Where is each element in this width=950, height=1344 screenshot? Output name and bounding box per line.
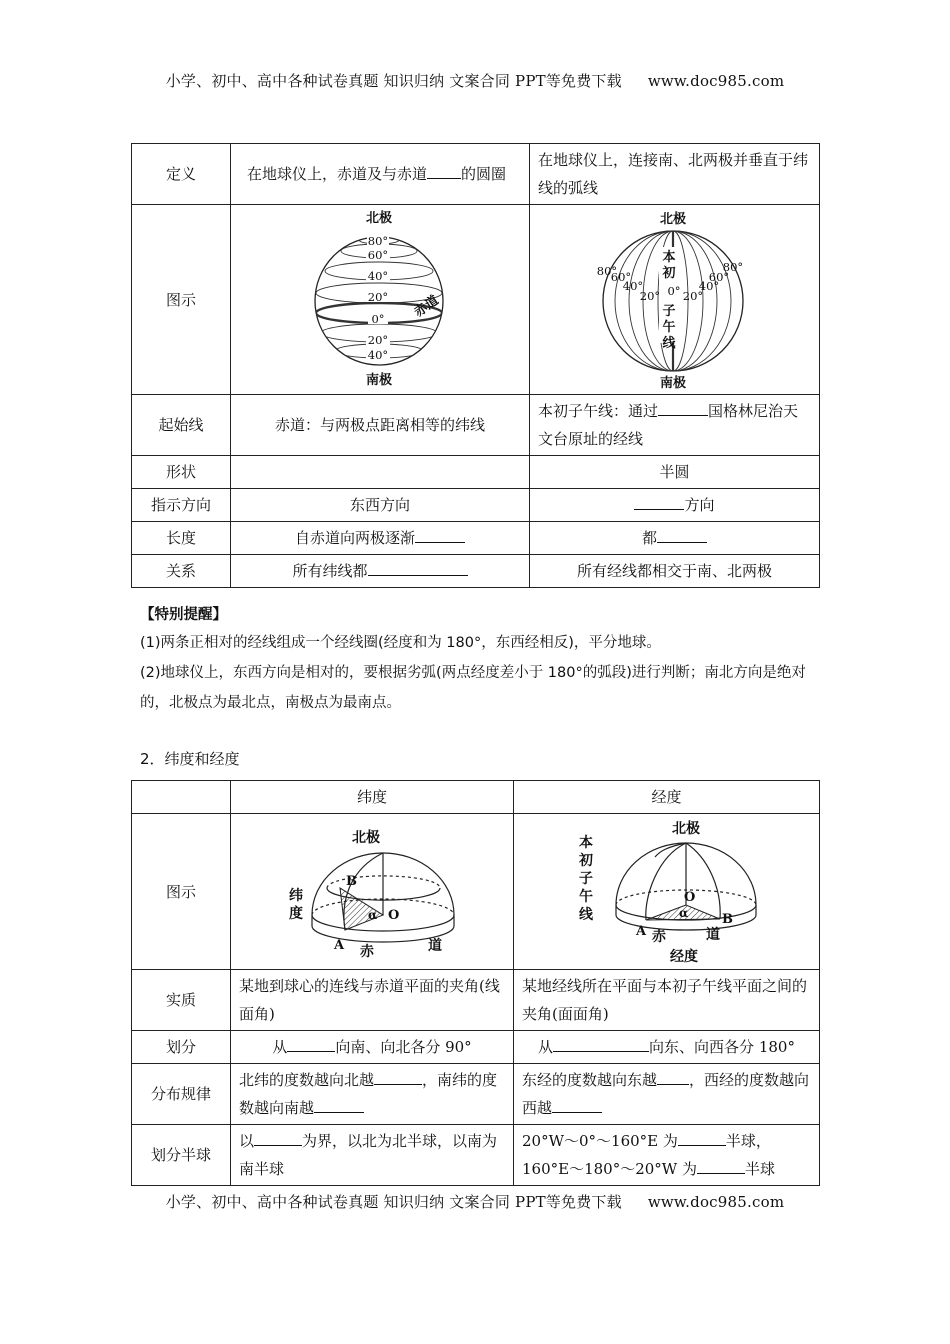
text: 北纬的度数越向北越: [239, 1071, 375, 1089]
answer-blank[interactable]: [427, 162, 461, 179]
point-o-label: O: [388, 907, 400, 923]
row-label: 划分半球: [132, 1125, 231, 1186]
text: 向南、向北各分 90°: [335, 1038, 472, 1056]
answer-blank[interactable]: [314, 1096, 364, 1113]
cell: [132, 781, 231, 814]
answer-blank[interactable]: [552, 1096, 602, 1113]
longitude-lines-globe-figure: [595, 209, 755, 391]
lon-20w-label: 20°: [639, 288, 660, 303]
column-header-latitude: 纬度: [231, 781, 514, 814]
cell: [231, 555, 530, 588]
lat-80-label: 80°: [367, 233, 389, 248]
lon-40w-label: 40°: [622, 278, 643, 293]
row-label: 实质: [132, 970, 231, 1031]
table-row: [132, 489, 820, 522]
lat-20n-label: 20°: [367, 289, 389, 304]
lon-80w-label: 80°: [596, 263, 617, 278]
answer-blank[interactable]: [657, 1068, 689, 1085]
cell: [530, 489, 820, 522]
longitude-bottom-label: 经度: [669, 948, 698, 965]
text: 向东、向西各分 180°: [649, 1038, 795, 1056]
cell: [231, 814, 514, 970]
text: 所有纬线都: [292, 562, 368, 580]
table-row: [132, 814, 820, 970]
special-reminder-title: 【特别提醒】: [140, 607, 227, 623]
text: 160°E～180°～20°W 为: [522, 1160, 697, 1178]
text: 以: [239, 1132, 255, 1150]
lat-20s-label: 20°: [367, 332, 389, 347]
answer-blank[interactable]: [658, 399, 708, 416]
table-row: [132, 205, 820, 395]
lat-40n-label: 40°: [367, 268, 389, 283]
cell: [514, 814, 820, 970]
text: 的圆圈: [461, 165, 507, 183]
prime-char: 初: [661, 265, 676, 281]
header-text: 小学、初中、高中各种试卷真题 知识归纳 文案合同 PPT等免费下载: [165, 72, 622, 90]
text: 从: [538, 1038, 554, 1056]
latitude-longitude-line-table: [131, 143, 820, 588]
cell: [530, 522, 820, 555]
cell: [231, 144, 530, 205]
cell: 东西方向: [231, 489, 530, 522]
prime-meridian-side-label: 本初子午线: [578, 834, 593, 923]
text: 半球: [744, 1160, 775, 1178]
answer-blank[interactable]: [374, 1068, 422, 1085]
equator-char-2: 道: [428, 937, 442, 954]
answer-blank[interactable]: [697, 1157, 745, 1174]
row-label: 图示: [132, 205, 231, 395]
lon-60w-label: 60°: [610, 269, 631, 284]
text: 自赤道向两极逐渐: [294, 529, 415, 547]
answer-blank[interactable]: [657, 526, 707, 543]
equator-char-1: 赤: [360, 943, 374, 960]
text: 从: [272, 1038, 288, 1056]
text: 方向: [684, 496, 715, 514]
cell: 在地球仪上，连接南、北两极并垂直于纬线的弧线: [530, 144, 820, 205]
south-pole-label: 南极: [365, 372, 393, 388]
text: ，南纬的度数越向南越: [239, 1071, 498, 1117]
lat-0-label: 0°: [371, 311, 385, 326]
section-title: 2．纬度和经度: [140, 750, 240, 768]
header-url[interactable]: www.doc985.com: [647, 72, 785, 90]
south-pole-label: 南极: [659, 375, 686, 391]
footer-url[interactable]: www.doc985.com: [647, 1193, 785, 1211]
cell: 所有经线都相交于南、北两极: [530, 555, 820, 588]
alpha-label: α: [368, 907, 378, 922]
row-label: 关系: [132, 555, 231, 588]
page-header: [0, 70, 950, 91]
prime-char: 本: [661, 249, 676, 265]
latitude-angle-figure: [282, 818, 462, 966]
cell: [231, 1064, 514, 1125]
answer-blank[interactable]: [553, 1035, 649, 1052]
latitude-lines-globe-figure: [300, 209, 460, 391]
cell: [231, 205, 530, 395]
answer-blank[interactable]: [678, 1129, 726, 1146]
table-row: [132, 970, 820, 1031]
reminder-item-1: (1)两条正相对的经线组成一个经线圈(经度和为 180°，东西经相反)，平分地球。: [140, 635, 661, 651]
cell: [530, 205, 820, 395]
text: 半球，: [725, 1132, 771, 1150]
north-pole-label: 北极: [659, 211, 686, 227]
lon-0-label: 0°: [666, 283, 681, 298]
text: 在地球仪上，赤道及与赤道: [247, 165, 428, 183]
column-header-longitude: 经度: [514, 781, 820, 814]
table-row: [132, 395, 820, 456]
latitude-longitude-degree-table: [131, 780, 820, 1186]
point-b-label: B: [721, 911, 733, 927]
table-row: [132, 456, 820, 489]
table-row: [132, 555, 820, 588]
lon-60e-label: 60°: [708, 269, 729, 284]
answer-blank[interactable]: [415, 526, 465, 543]
cell: [231, 456, 530, 489]
answer-blank[interactable]: [634, 493, 684, 510]
cell: [514, 1125, 820, 1186]
answer-blank[interactable]: [368, 559, 468, 576]
text: 为界，以北为北半球，以南为南半球: [239, 1132, 498, 1178]
text: 国格林尼治天文台原址的经线: [538, 402, 799, 448]
lat-40s-label: 40°: [367, 347, 389, 362]
north-pole-label: 北极: [365, 210, 393, 226]
north-pole-label: 北极: [671, 820, 700, 837]
table-row: [132, 144, 820, 205]
prime-char: 午: [661, 319, 676, 335]
cell: [231, 1031, 514, 1064]
cell: [514, 1064, 820, 1125]
page-footer: [0, 1191, 950, 1212]
equator-char-1: 赤: [651, 928, 666, 945]
row-label: 定义: [132, 144, 231, 205]
latitude-side-label: 纬度: [289, 887, 303, 922]
lon-20e-label: 20°: [682, 288, 703, 303]
lon-80e-label: 80°: [722, 259, 743, 274]
cell: 某地到球心的连线与赤道平面的夹角(线面角): [231, 970, 514, 1031]
north-pole-label: 北极: [352, 829, 380, 846]
cell: [231, 1125, 514, 1186]
point-b-label: B: [346, 873, 357, 889]
footer-text: 小学、初中、高中各种试卷真题 知识归纳 文案合同 PPT等免费下载: [165, 1193, 622, 1211]
lon-40e-label: 40°: [698, 278, 719, 293]
cell: 某地经线所在平面与本初子午线平面之间的夹角(面面角): [514, 970, 820, 1031]
cell: [231, 522, 530, 555]
row-label: 图示: [132, 814, 231, 970]
row-label: 形状: [132, 456, 231, 489]
row-label: 长度: [132, 522, 231, 555]
table-row: [132, 1031, 820, 1064]
cell: [514, 1031, 820, 1064]
point-a-label: A: [334, 937, 345, 953]
point-o-label: O: [683, 889, 695, 905]
text: 20°W～0°～160°E 为: [522, 1132, 678, 1150]
text: 东经的度数越向东越: [522, 1071, 658, 1089]
answer-blank[interactable]: [254, 1129, 302, 1146]
table-row: [132, 1064, 820, 1125]
point-a-label: A: [635, 923, 646, 939]
cell: 半圆: [530, 456, 820, 489]
lat-60n-label: 60°: [367, 247, 389, 262]
text: 本初子午线：通过: [538, 402, 659, 420]
row-label: 起始线: [132, 395, 231, 456]
table-row: [132, 1125, 820, 1186]
row-label: 划分: [132, 1031, 231, 1064]
cell: [530, 395, 820, 456]
equator-label: 赤道: [411, 292, 442, 320]
row-label: 指示方向: [132, 489, 231, 522]
alpha-label: α: [678, 905, 688, 920]
answer-blank[interactable]: [287, 1035, 335, 1052]
reminder-item-2: (2)地球仪上，东西方向是相对的，要根据劣弧(两点经度差小于 180°的弧段)进行判断；南北方向是绝对的，北极点为最北点，南极点为最南点。: [140, 665, 806, 711]
cell: 赤道：与两极点距离相等的纬线: [231, 395, 530, 456]
table-row: [132, 781, 820, 814]
equator-char-2: 道: [705, 926, 720, 943]
longitude-angle-figure: [572, 817, 762, 967]
prime-char: 子: [661, 303, 676, 319]
prime-char: 线: [661, 335, 676, 351]
text: 都: [641, 529, 657, 547]
text: ，西经的度数越向西越: [522, 1071, 810, 1117]
equator-front: [312, 915, 454, 931]
row-label: 分布规律: [132, 1064, 231, 1125]
table-row: [132, 522, 820, 555]
